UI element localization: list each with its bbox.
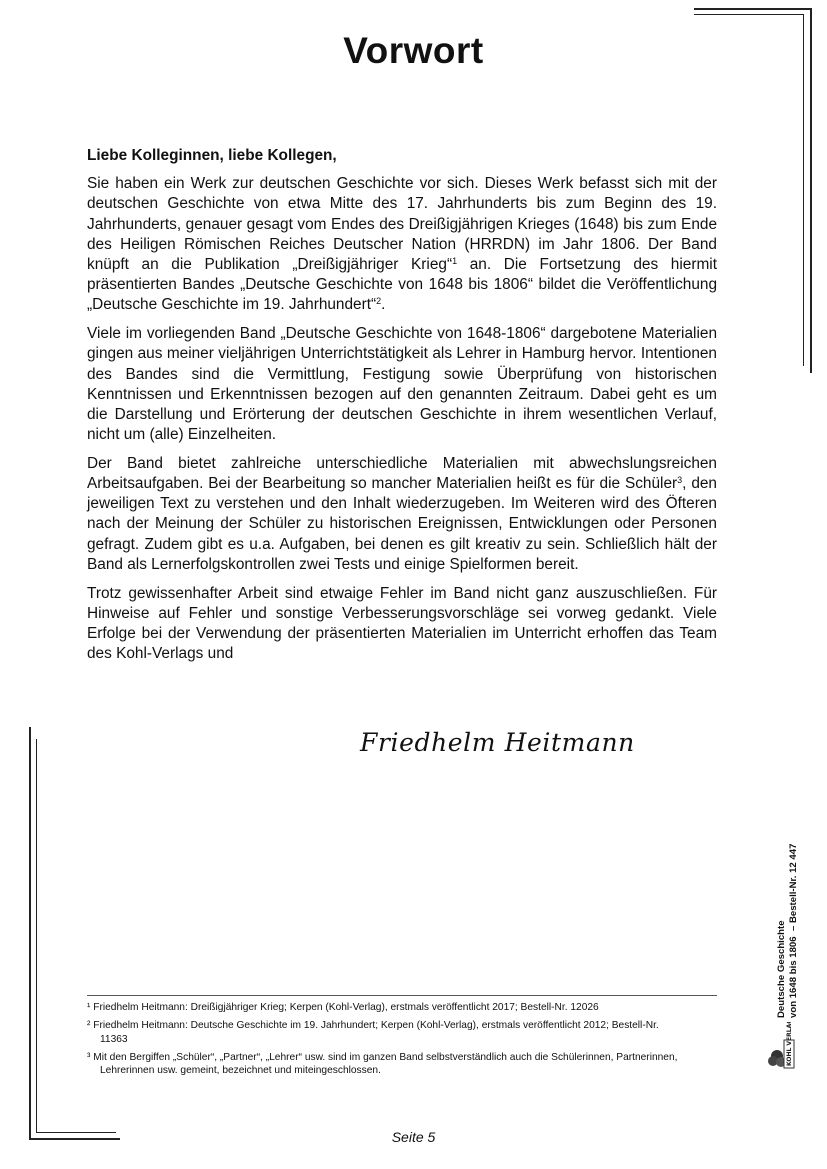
footnote-ref-3: 3 xyxy=(677,475,683,486)
greeting: Liebe Kolleginnen, liebe Kollegen, xyxy=(87,147,337,164)
footnotes xyxy=(87,1001,687,1082)
main-text xyxy=(87,146,717,673)
footnote-divider xyxy=(87,995,717,996)
paragraph-4: Trotz gewissenhafter Arbeit sind etwaige Fehler im Band nicht ganz auszuschließen. Für Hinweise auf Fehler und sonstige Verbesserungsvorschläge sei vorweg gedankt. Viele Erfolge bei der Verwendung der präsentierten Materialien im Unterricht erhoffen das Team des Kohl-Verlags und xyxy=(87,584,717,663)
footnote-ref-1: 1 xyxy=(452,256,458,267)
footnote-3: ³ Mit den Bergiffen „Schüler“, „Partner“, „Lehrer“ usw. sind im ganzen Band selbstverständlich auch die Schülerinnen, Partnerinnen, Lehrerinnen usw. gemeint, bezeichnet und miteingeschlossen. xyxy=(87,1051,678,1077)
side-publication-label: Deutsche Geschichte von 1648 bis 1806 – Bestell-Nr. 12 447 xyxy=(776,843,799,1018)
page-number: Seite 5 xyxy=(391,1129,436,1145)
signature: Friedhelm Heitmann xyxy=(360,728,635,757)
footnote-1: ¹ Friedhelm Heitmann: Dreißigjähriger Krieg; Kerpen (Kohl-Verlag), erstmals veröffentlicht 2017; Bestell-Nr. 12026 xyxy=(87,1002,599,1013)
footnote-2: ² Friedhelm Heitmann: Deutsche Geschichte im 19. Jahrhundert; Kerpen (Kohl-Verlag), erstmals veröffentlicht 2012; Bestell-Nr. 11363 xyxy=(87,1020,659,1045)
footnote-ref-2: 2 xyxy=(376,296,382,307)
kohl-verlag-logo xyxy=(765,1022,805,1070)
page-title: Vorwort xyxy=(343,30,484,71)
paragraph-2: Viele im vorliegenden Band „Deutsche Geschichte von 1648-1806“ dargebotene Materialien gingen aus meiner vieljährigen Unterrichtstätigkeit als Lehrer in Hamburg hervor. Intentionen des Bandes sind die Vermittlung, Festigung sowie Überprüfung von historischen Kenntnissen und Erkenntnissen bezogen auf den genannten Zeitraum. Dabei geht es um die Darstellung und Erörterung der deutschen Geschichte in ihrem wesentlichen Verlauf, nicht um (alle) Einzelheiten. xyxy=(87,325,717,444)
paragraph-1: Sie haben ein Werk zur deutschen Geschichte vor sich. Dieses Werk befasst sich mit der deutschen Geschichte von etwa Mitte des 17. Jahrhunderts bis zum Beginn des 19. Jahrhunderts, genauer gesagt vom Endes des Dreißigjährigen Krieges (1648) bis zum Ende des Heiligen Römischen Reiches Deutscher Nation (HRRDN) im Jahr 1806. Der Band knüpft an die Publikation „Dreißigjähriger Krieg“$^1$ an. Die Fortsetzung des hiermit präsentierten Bandes „Deutsche Geschichte von 1648 bis 1806“ bildet die Veröffentlichung „Deutsche Geschichte im 19. Jahrhundert“$^2$. xyxy=(87,175,717,314)
svg-text:KOHL VERLAG: KOHL VERLAG xyxy=(786,1022,793,1066)
paragraph-3: Der Band bietet zahlreiche unterschiedliche Materialien mit abwechslungsreichen Arbeitsaufgaben. Bei der Bearbeitung so mancher Materialien heißt es für die Schüler$^3$, den jeweiligen Text zu verstehen und den Inhalt wiederzugeben. Im Weiteren wird des Öfteren nach der Meinung der Schüler zu historischen Ereignissen, Entwicklungen oder Personen gefragt. Zudem gibt es u.a. Aufgaben, bei denen es gilt kreativ zu sein. Schließlich hält der Band als Lernerfolgskontrollen zwei Tests und einige Spielformen bereit. xyxy=(87,454,717,573)
